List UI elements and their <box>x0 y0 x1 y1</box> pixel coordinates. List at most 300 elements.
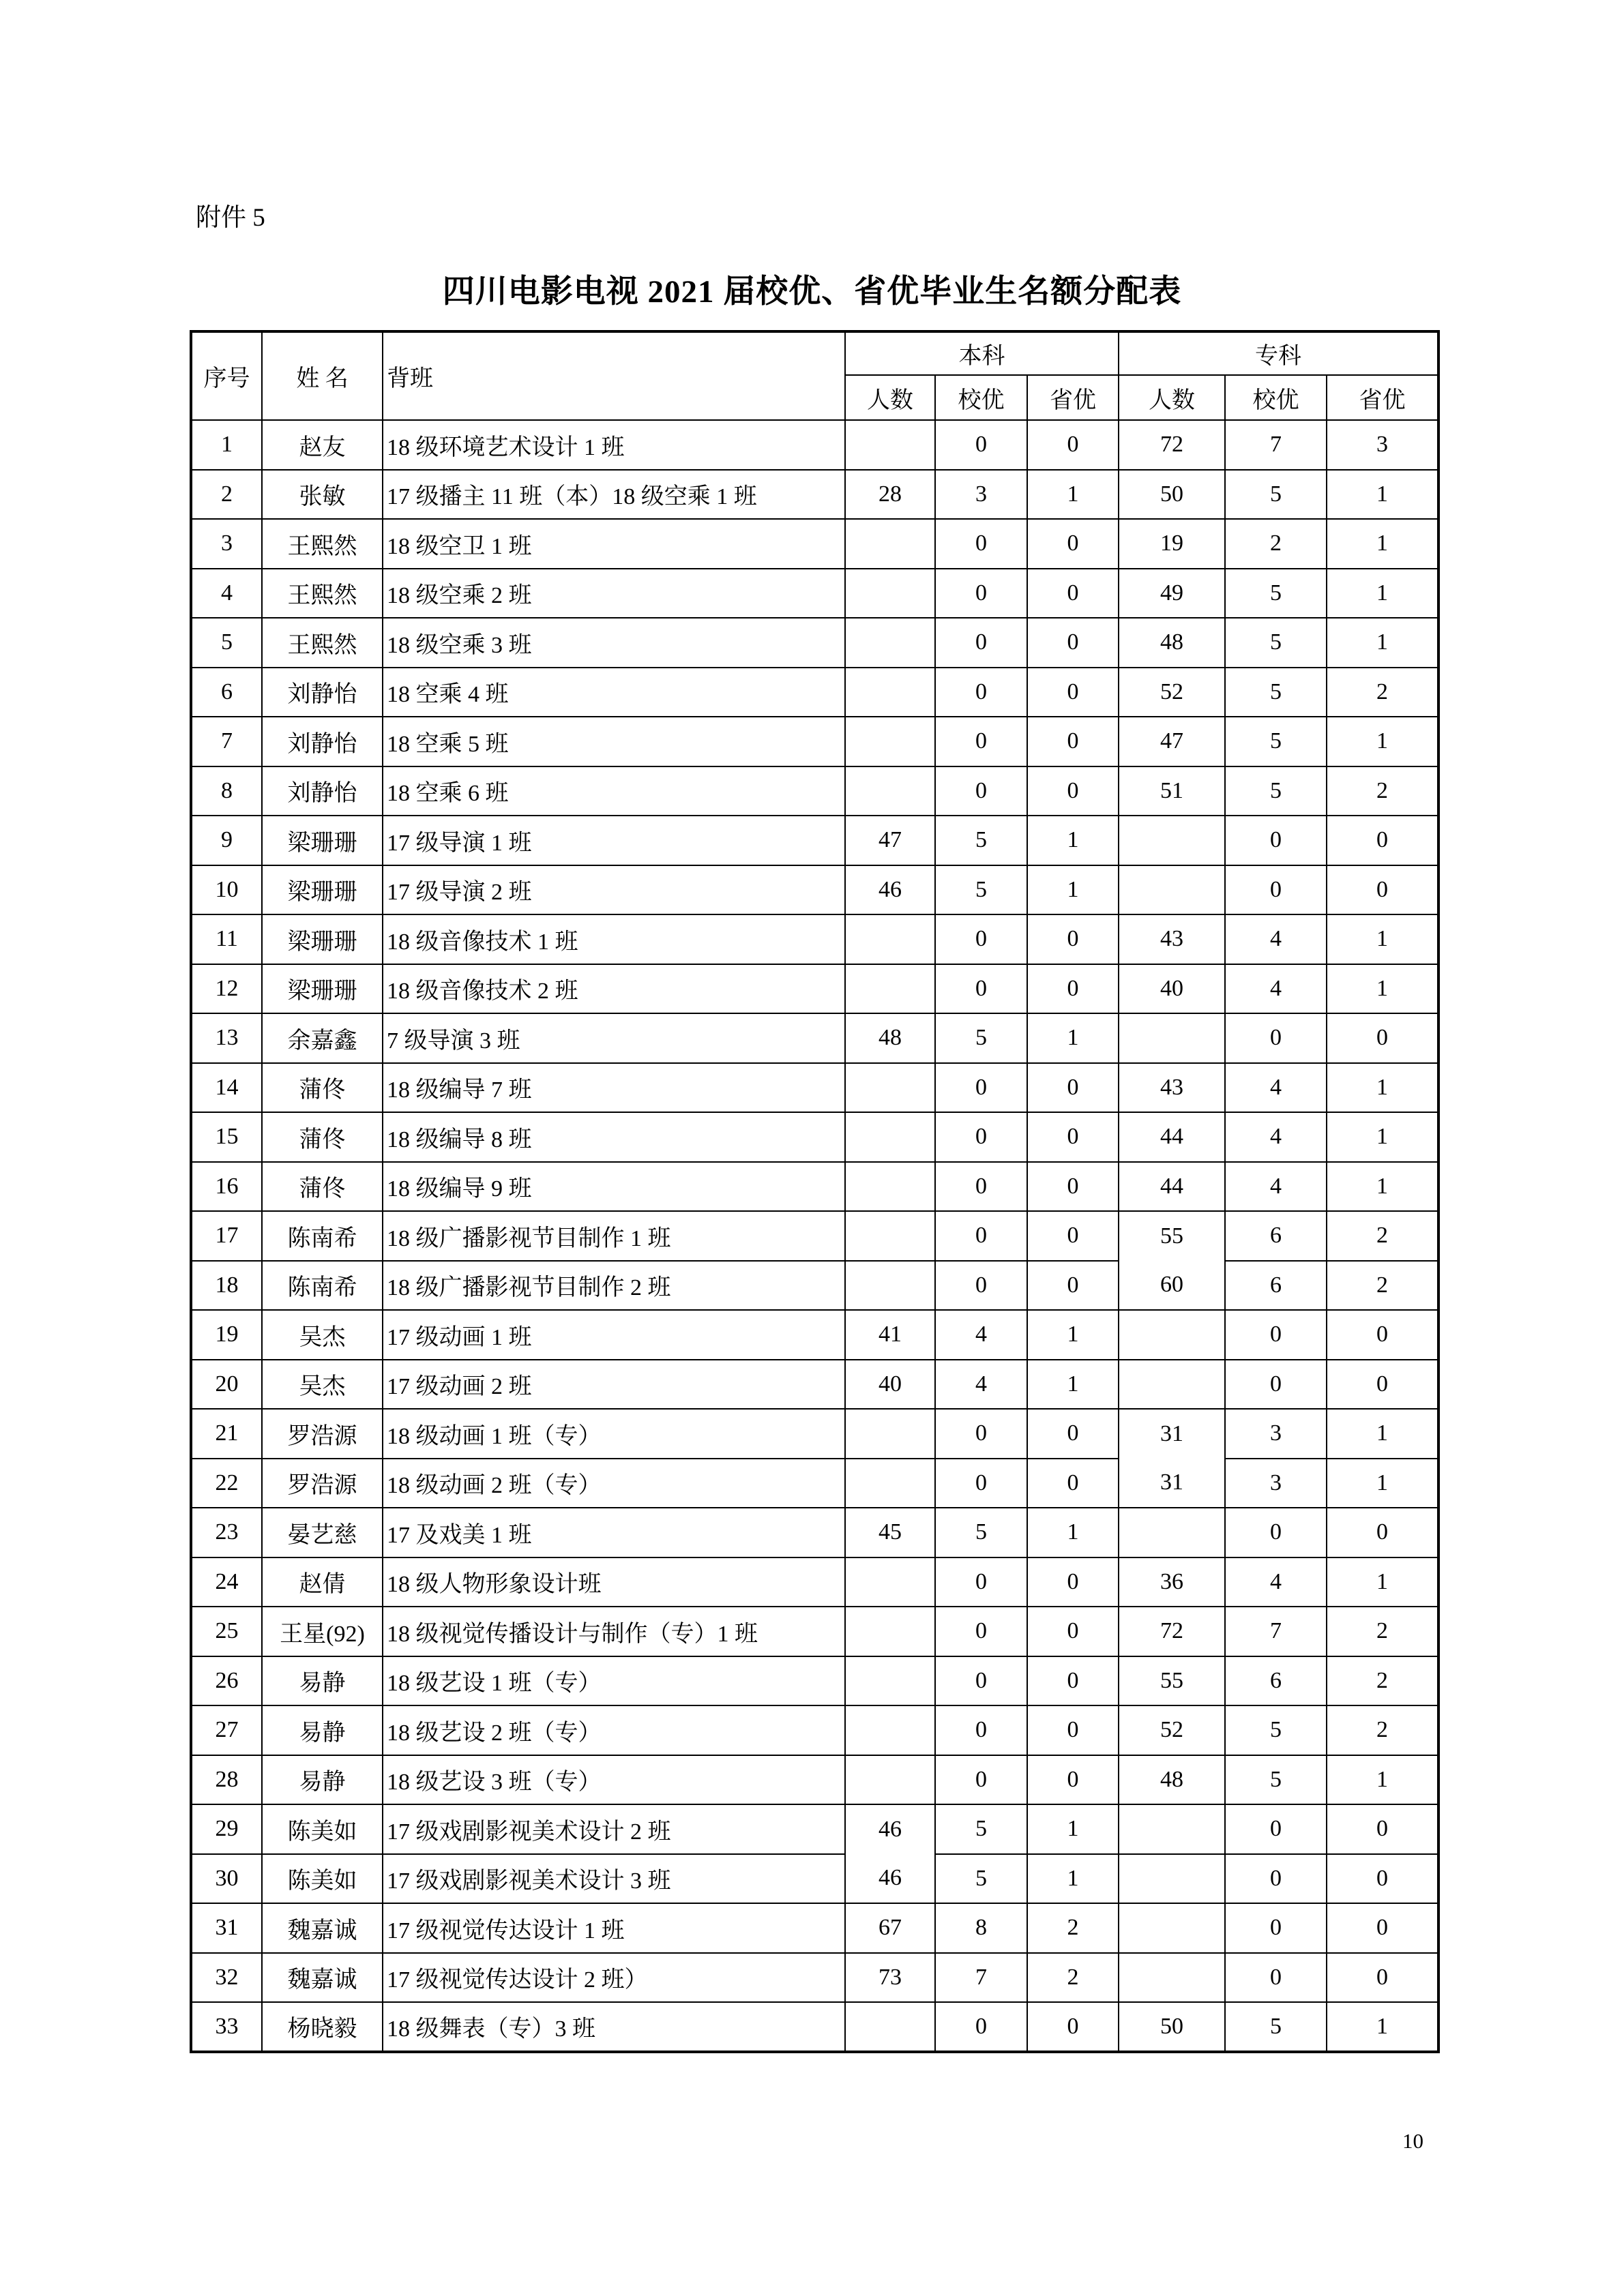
cell-zhuanke-shengyou: 1 <box>1327 1112 1438 1162</box>
cell-zhuanke-xiaoyou: 0 <box>1225 816 1327 865</box>
cell-benke-shengyou: 0 <box>1027 420 1119 470</box>
cell-class: 7 级导演 3 班 <box>383 1013 845 1063</box>
header-benke-renshu: 人数 <box>845 375 935 420</box>
cell-benke-shengyou: 0 <box>1027 1112 1119 1162</box>
cell-zhuanke-renshu: 48 <box>1119 1755 1225 1805</box>
cell-zhuanke-renshu: 55 <box>1119 1656 1225 1706</box>
header-serial: 序号 <box>191 331 262 420</box>
table-row <box>191 1557 1438 1607</box>
cell-benke-renshu: 46 <box>845 1854 935 1904</box>
cell-benke-renshu <box>845 420 935 470</box>
cell-zhuanke-renshu: 43 <box>1119 914 1225 964</box>
cell-zhuanke-xiaoyou: 5 <box>1225 1755 1327 1805</box>
cell-name: 吴杰 <box>262 1360 383 1410</box>
table-row <box>191 1211 1438 1261</box>
cell-benke-renshu <box>845 1211 935 1261</box>
cell-benke-xiaoyou: 0 <box>935 1705 1027 1755</box>
cell-benke-xiaoyou: 0 <box>935 569 1027 618</box>
cell-name: 陈南希 <box>262 1261 383 1311</box>
cell-class: 18 级空卫 1 班 <box>383 519 845 569</box>
table-row <box>191 618 1438 668</box>
cell-benke-shengyou: 1 <box>1027 1360 1119 1410</box>
cell-serial: 25 <box>191 1607 262 1656</box>
cell-benke-xiaoyou: 0 <box>935 1112 1027 1162</box>
cell-zhuanke-renshu: 60 <box>1119 1261 1225 1311</box>
cell-benke-xiaoyou: 0 <box>935 964 1027 1014</box>
cell-zhuanke-renshu: 44 <box>1119 1162 1225 1212</box>
cell-benke-shengyou: 1 <box>1027 1013 1119 1063</box>
cell-benke-renshu <box>845 618 935 668</box>
cell-zhuanke-renshu: 44 <box>1119 1112 1225 1162</box>
cell-benke-xiaoyou: 4 <box>935 1310 1027 1360</box>
cell-class: 18 空乘 6 班 <box>383 766 845 816</box>
cell-serial: 30 <box>191 1854 262 1904</box>
cell-serial: 13 <box>191 1013 262 1063</box>
cell-class: 18 级音像技术 2 班 <box>383 964 845 1014</box>
cell-class: 17 级动画 1 班 <box>383 1310 845 1360</box>
cell-zhuanke-shengyou: 0 <box>1327 1903 1438 1953</box>
quota-table <box>190 330 1440 2053</box>
cell-zhuanke-shengyou: 0 <box>1327 1804 1438 1854</box>
cell-class: 18 级艺设 2 班（专） <box>383 1705 845 1755</box>
page-title: 四川电影电视 2021 届校优、省优毕业生名额分配表 <box>442 274 1182 310</box>
table-row <box>191 816 1438 865</box>
table-row <box>191 1755 1438 1805</box>
cell-benke-shengyou: 1 <box>1027 1508 1119 1557</box>
cell-class: 18 级艺设 1 班（专） <box>383 1656 845 1706</box>
cell-serial: 4 <box>191 569 262 618</box>
cell-zhuanke-renshu: 48 <box>1119 618 1225 668</box>
table-row <box>191 1112 1438 1162</box>
table-row <box>191 1656 1438 1706</box>
cell-benke-renshu <box>845 2002 935 2052</box>
cell-benke-xiaoyou: 0 <box>935 1409 1027 1459</box>
table-row <box>191 519 1438 569</box>
cell-benke-shengyou: 1 <box>1027 816 1119 865</box>
cell-class: 17 级戏剧影视美术设计 2 班 <box>383 1804 845 1854</box>
cell-benke-shengyou: 0 <box>1027 1459 1119 1508</box>
cell-name: 刘静怡 <box>262 717 383 766</box>
cell-class: 18 级艺设 3 班（专） <box>383 1755 845 1805</box>
cell-benke-shengyou: 0 <box>1027 1261 1119 1311</box>
table-row <box>191 2002 1438 2052</box>
cell-class: 18 空乘 5 班 <box>383 717 845 766</box>
cell-class: 18 级动画 1 班（专） <box>383 1409 845 1459</box>
cell-zhuanke-renshu: 47 <box>1119 717 1225 766</box>
cell-name: 梁珊珊 <box>262 964 383 1014</box>
cell-zhuanke-shengyou: 0 <box>1327 1953 1438 2003</box>
cell-benke-renshu <box>845 668 935 717</box>
cell-benke-renshu: 40 <box>845 1360 935 1410</box>
cell-benke-xiaoyou: 0 <box>935 1656 1027 1706</box>
table-row <box>191 1705 1438 1755</box>
cell-zhuanke-xiaoyou: 5 <box>1225 618 1327 668</box>
cell-name: 陈南希 <box>262 1211 383 1261</box>
cell-class: 18 空乘 4 班 <box>383 668 845 717</box>
cell-zhuanke-shengyou: 2 <box>1327 1705 1438 1755</box>
cell-zhuanke-shengyou: 1 <box>1327 1755 1438 1805</box>
cell-zhuanke-renshu: 19 <box>1119 519 1225 569</box>
cell-benke-renshu <box>845 1607 935 1656</box>
table-row <box>191 470 1438 520</box>
table-row <box>191 766 1438 816</box>
cell-benke-renshu <box>845 1656 935 1706</box>
cell-serial: 6 <box>191 668 262 717</box>
cell-name: 罗浩源 <box>262 1459 383 1508</box>
cell-serial: 15 <box>191 1112 262 1162</box>
cell-serial: 9 <box>191 816 262 865</box>
cell-name: 刘静怡 <box>262 766 383 816</box>
cell-benke-renshu <box>845 1112 935 1162</box>
cell-benke-shengyou: 0 <box>1027 1607 1119 1656</box>
table-row <box>191 1360 1438 1410</box>
cell-class: 17 级视觉传达设计 2 班） <box>383 1953 845 2003</box>
cell-zhuanke-xiaoyou: 5 <box>1225 1705 1327 1755</box>
cell-class: 18 级空乘 2 班 <box>383 569 845 618</box>
cell-zhuanke-shengyou: 2 <box>1327 766 1438 816</box>
cell-benke-shengyou: 1 <box>1027 1854 1119 1904</box>
cell-benke-renshu <box>845 1162 935 1212</box>
cell-serial: 16 <box>191 1162 262 1212</box>
cell-benke-renshu <box>845 1409 935 1459</box>
cell-name: 梁珊珊 <box>262 865 383 915</box>
cell-benke-shengyou: 0 <box>1027 1705 1119 1755</box>
cell-serial: 7 <box>191 717 262 766</box>
table-row <box>191 1013 1438 1063</box>
cell-benke-xiaoyou: 0 <box>935 1211 1027 1261</box>
cell-zhuanke-shengyou: 0 <box>1327 1013 1438 1063</box>
cell-class: 17 级播主 11 班（本）18 级空乘 1 班 <box>383 470 845 520</box>
cell-benke-xiaoyou: 5 <box>935 816 1027 865</box>
cell-name: 罗浩源 <box>262 1409 383 1459</box>
cell-zhuanke-shengyou: 0 <box>1327 1508 1438 1557</box>
cell-benke-renshu: 48 <box>845 1013 935 1063</box>
table-row <box>191 1508 1438 1557</box>
cell-name: 赵友 <box>262 420 383 470</box>
cell-benke-xiaoyou: 7 <box>935 1953 1027 2003</box>
cell-zhuanke-xiaoyou: 0 <box>1225 1854 1327 1904</box>
cell-benke-shengyou: 1 <box>1027 865 1119 915</box>
cell-zhuanke-renshu <box>1119 1804 1225 1854</box>
cell-name: 吴杰 <box>262 1310 383 1360</box>
cell-benke-shengyou: 0 <box>1027 766 1119 816</box>
cell-zhuanke-xiaoyou: 2 <box>1225 519 1327 569</box>
cell-benke-xiaoyou: 0 <box>935 618 1027 668</box>
cell-zhuanke-shengyou: 0 <box>1327 1854 1438 1904</box>
cell-serial: 14 <box>191 1063 262 1113</box>
cell-class: 18 级音像技术 1 班 <box>383 914 845 964</box>
cell-name: 王熙然 <box>262 618 383 668</box>
cell-serial: 20 <box>191 1360 262 1410</box>
cell-serial: 29 <box>191 1804 262 1854</box>
cell-zhuanke-xiaoyou: 0 <box>1225 865 1327 915</box>
cell-benke-renshu: 46 <box>845 865 935 915</box>
cell-class: 18 级编导 9 班 <box>383 1162 845 1212</box>
cell-name: 张敏 <box>262 470 383 520</box>
table-row <box>191 1261 1438 1311</box>
cell-benke-shengyou: 1 <box>1027 470 1119 520</box>
table-row <box>191 964 1438 1014</box>
cell-benke-xiaoyou: 0 <box>935 1162 1027 1212</box>
cell-zhuanke-shengyou: 1 <box>1327 717 1438 766</box>
cell-benke-xiaoyou: 0 <box>935 668 1027 717</box>
cell-name: 蒲佟 <box>262 1063 383 1113</box>
header-zhuanke-shengyou: 省优 <box>1327 375 1438 420</box>
table-row <box>191 1162 1438 1212</box>
cell-benke-shengyou: 0 <box>1027 1063 1119 1113</box>
cell-zhuanke-renshu <box>1119 1360 1225 1410</box>
cell-zhuanke-renshu <box>1119 1013 1225 1063</box>
table-row <box>191 1459 1438 1508</box>
cell-benke-xiaoyou: 0 <box>935 2002 1027 2052</box>
cell-zhuanke-renshu: 51 <box>1119 766 1225 816</box>
cell-benke-xiaoyou: 3 <box>935 470 1027 520</box>
cell-zhuanke-renshu: 52 <box>1119 1705 1225 1755</box>
cell-serial: 12 <box>191 964 262 1014</box>
cell-benke-renshu <box>845 569 935 618</box>
cell-benke-shengyou: 0 <box>1027 914 1119 964</box>
cell-class: 18 级视觉传播设计与制作（专）1 班 <box>383 1607 845 1656</box>
cell-class: 17 及戏美 1 班 <box>383 1508 845 1557</box>
cell-benke-shengyou: 0 <box>1027 2002 1119 2052</box>
cell-name: 王熙然 <box>262 569 383 618</box>
cell-serial: 2 <box>191 470 262 520</box>
cell-zhuanke-shengyou: 2 <box>1327 1656 1438 1706</box>
cell-serial: 5 <box>191 618 262 668</box>
cell-benke-xiaoyou: 4 <box>935 1360 1027 1410</box>
cell-serial: 33 <box>191 2002 262 2052</box>
cell-benke-renshu <box>845 964 935 1014</box>
cell-benke-shengyou: 1 <box>1027 1804 1119 1854</box>
cell-zhuanke-shengyou: 0 <box>1327 1360 1438 1410</box>
cell-zhuanke-renshu: 40 <box>1119 964 1225 1014</box>
attachment-label: 附件 5 <box>196 204 265 232</box>
cell-zhuanke-shengyou: 1 <box>1327 1162 1438 1212</box>
cell-zhuanke-shengyou: 0 <box>1327 816 1438 865</box>
cell-zhuanke-renshu: 31 <box>1119 1459 1225 1508</box>
cell-benke-xiaoyou: 0 <box>935 914 1027 964</box>
cell-name: 易静 <box>262 1705 383 1755</box>
cell-benke-shengyou: 0 <box>1027 1557 1119 1607</box>
cell-serial: 32 <box>191 1953 262 2003</box>
cell-benke-xiaoyou: 0 <box>935 420 1027 470</box>
header-group-zhuanke: 专科 <box>1119 331 1438 375</box>
cell-zhuanke-shengyou: 1 <box>1327 2002 1438 2052</box>
cell-zhuanke-xiaoyou: 4 <box>1225 914 1327 964</box>
header-name: 姓 名 <box>262 331 383 420</box>
cell-benke-xiaoyou: 0 <box>935 1261 1027 1311</box>
table-row <box>191 1903 1438 1953</box>
cell-benke-shengyou: 0 <box>1027 1162 1119 1212</box>
cell-zhuanke-xiaoyou: 0 <box>1225 1013 1327 1063</box>
cell-zhuanke-xiaoyou: 0 <box>1225 1953 1327 2003</box>
cell-zhuanke-xiaoyou: 5 <box>1225 470 1327 520</box>
cell-benke-renshu: 28 <box>845 470 935 520</box>
cell-zhuanke-shengyou: 1 <box>1327 569 1438 618</box>
cell-class: 18 级编导 8 班 <box>383 1112 845 1162</box>
header-class: 背班 <box>383 331 845 420</box>
cell-zhuanke-xiaoyou: 3 <box>1225 1409 1327 1459</box>
cell-benke-shengyou: 0 <box>1027 1656 1119 1706</box>
cell-serial: 10 <box>191 865 262 915</box>
cell-zhuanke-xiaoyou: 0 <box>1225 1508 1327 1557</box>
cell-zhuanke-renshu: 43 <box>1119 1063 1225 1113</box>
cell-benke-shengyou: 0 <box>1027 717 1119 766</box>
cell-benke-renshu <box>845 1063 935 1113</box>
cell-serial: 22 <box>191 1459 262 1508</box>
cell-name: 梁珊珊 <box>262 816 383 865</box>
cell-benke-shengyou: 1 <box>1027 1310 1119 1360</box>
cell-zhuanke-shengyou: 1 <box>1327 1459 1438 1508</box>
cell-serial: 3 <box>191 519 262 569</box>
cell-name: 魏嘉诚 <box>262 1903 383 1953</box>
cell-benke-shengyou: 0 <box>1027 618 1119 668</box>
cell-class: 18 级编导 7 班 <box>383 1063 845 1113</box>
cell-serial: 28 <box>191 1755 262 1805</box>
cell-benke-shengyou: 0 <box>1027 964 1119 1014</box>
cell-zhuanke-shengyou: 1 <box>1327 519 1438 569</box>
cell-name: 魏嘉诚 <box>262 1953 383 2003</box>
cell-zhuanke-shengyou: 1 <box>1327 618 1438 668</box>
cell-serial: 27 <box>191 1705 262 1755</box>
cell-benke-renshu: 47 <box>845 816 935 865</box>
cell-benke-renshu: 67 <box>845 1903 935 1953</box>
cell-zhuanke-xiaoyou: 0 <box>1225 1903 1327 1953</box>
cell-zhuanke-xiaoyou: 4 <box>1225 1063 1327 1113</box>
cell-zhuanke-shengyou: 1 <box>1327 964 1438 1014</box>
cell-benke-xiaoyou: 8 <box>935 1903 1027 1953</box>
cell-zhuanke-shengyou: 0 <box>1327 865 1438 915</box>
cell-zhuanke-xiaoyou: 7 <box>1225 420 1327 470</box>
cell-zhuanke-renshu <box>1119 1310 1225 1360</box>
cell-benke-xiaoyou: 0 <box>935 519 1027 569</box>
cell-zhuanke-renshu <box>1119 1953 1225 2003</box>
cell-zhuanke-xiaoyou: 0 <box>1225 1310 1327 1360</box>
cell-zhuanke-renshu: 31 <box>1119 1409 1225 1459</box>
cell-class: 18 级环境艺术设计 1 班 <box>383 420 845 470</box>
cell-class: 18 级人物形象设计班 <box>383 1557 845 1607</box>
cell-zhuanke-renshu: 36 <box>1119 1557 1225 1607</box>
cell-benke-renshu <box>845 519 935 569</box>
cell-name: 余嘉鑫 <box>262 1013 383 1063</box>
cell-class: 18 级广播影视节目制作 1 班 <box>383 1211 845 1261</box>
cell-zhuanke-xiaoyou: 5 <box>1225 668 1327 717</box>
cell-benke-shengyou: 0 <box>1027 1409 1119 1459</box>
cell-zhuanke-renshu <box>1119 1854 1225 1904</box>
cell-name: 梁珊珊 <box>262 914 383 964</box>
cell-serial: 23 <box>191 1508 262 1557</box>
cell-zhuanke-shengyou: 0 <box>1327 1310 1438 1360</box>
cell-name: 易静 <box>262 1656 383 1706</box>
cell-benke-renshu <box>845 1755 935 1805</box>
cell-zhuanke-shengyou: 2 <box>1327 1607 1438 1656</box>
cell-zhuanke-renshu: 72 <box>1119 420 1225 470</box>
cell-name: 陈美如 <box>262 1804 383 1854</box>
cell-serial: 8 <box>191 766 262 816</box>
cell-name: 蒲佟 <box>262 1162 383 1212</box>
cell-zhuanke-shengyou: 1 <box>1327 470 1438 520</box>
cell-benke-renshu <box>845 1557 935 1607</box>
cell-serial: 11 <box>191 914 262 964</box>
cell-zhuanke-renshu: 52 <box>1119 668 1225 717</box>
cell-benke-xiaoyou: 0 <box>935 1607 1027 1656</box>
cell-zhuanke-xiaoyou: 5 <box>1225 569 1327 618</box>
cell-zhuanke-renshu <box>1119 1903 1225 1953</box>
header-group-benke: 本科 <box>845 331 1119 375</box>
cell-serial: 17 <box>191 1211 262 1261</box>
cell-zhuanke-xiaoyou: 5 <box>1225 2002 1327 2052</box>
cell-benke-shengyou: 0 <box>1027 1211 1119 1261</box>
header-zhuanke-xiaoyou: 校优 <box>1225 375 1327 420</box>
cell-zhuanke-shengyou: 1 <box>1327 914 1438 964</box>
cell-name: 赵倩 <box>262 1557 383 1607</box>
cell-benke-renshu: 46 <box>845 1804 935 1854</box>
cell-zhuanke-xiaoyou: 3 <box>1225 1459 1327 1508</box>
cell-zhuanke-shengyou: 2 <box>1327 668 1438 717</box>
table-row <box>191 1854 1438 1904</box>
cell-class: 17 级视觉传达设计 1 班 <box>383 1903 845 1953</box>
cell-serial: 21 <box>191 1409 262 1459</box>
cell-serial: 18 <box>191 1261 262 1311</box>
table-row <box>191 1804 1438 1854</box>
cell-benke-renshu <box>845 914 935 964</box>
cell-zhuanke-shengyou: 2 <box>1327 1211 1438 1261</box>
cell-serial: 31 <box>191 1903 262 1953</box>
cell-class: 17 级动画 2 班 <box>383 1360 845 1410</box>
page-number: 10 <box>1402 2129 1423 2153</box>
cell-benke-xiaoyou: 5 <box>935 1508 1027 1557</box>
cell-benke-xiaoyou: 5 <box>935 1854 1027 1904</box>
cell-zhuanke-xiaoyou: 5 <box>1225 766 1327 816</box>
table-row <box>191 1409 1438 1459</box>
cell-zhuanke-renshu <box>1119 816 1225 865</box>
cell-name: 杨晓毅 <box>262 2002 383 2052</box>
table-row <box>191 717 1438 766</box>
cell-serial: 24 <box>191 1557 262 1607</box>
cell-benke-xiaoyou: 0 <box>935 1557 1027 1607</box>
table-row <box>191 1310 1438 1360</box>
cell-benke-shengyou: 0 <box>1027 668 1119 717</box>
cell-benke-renshu <box>845 1459 935 1508</box>
cell-class: 18 级舞表（专）3 班 <box>383 2002 845 2052</box>
cell-zhuanke-shengyou: 1 <box>1327 1557 1438 1607</box>
cell-zhuanke-renshu: 50 <box>1119 470 1225 520</box>
cell-name: 易静 <box>262 1755 383 1805</box>
cell-zhuanke-shengyou: 1 <box>1327 1063 1438 1113</box>
cell-zhuanke-renshu: 49 <box>1119 569 1225 618</box>
cell-zhuanke-xiaoyou: 4 <box>1225 1162 1327 1212</box>
cell-name: 陈美如 <box>262 1854 383 1904</box>
header-zhuanke-renshu: 人数 <box>1119 375 1225 420</box>
cell-class: 18 级空乘 3 班 <box>383 618 845 668</box>
cell-benke-renshu: 41 <box>845 1310 935 1360</box>
table-row <box>191 865 1438 915</box>
cell-benke-xiaoyou: 0 <box>935 1459 1027 1508</box>
table-row <box>191 1953 1438 2003</box>
cell-zhuanke-xiaoyou: 5 <box>1225 717 1327 766</box>
cell-zhuanke-xiaoyou: 0 <box>1225 1360 1327 1410</box>
table-row <box>191 668 1438 717</box>
cell-benke-shengyou: 2 <box>1027 1953 1119 2003</box>
cell-benke-renshu <box>845 717 935 766</box>
cell-benke-xiaoyou: 0 <box>935 717 1027 766</box>
cell-class: 17 级导演 1 班 <box>383 816 845 865</box>
cell-class: 18 级广播影视节目制作 2 班 <box>383 1261 845 1311</box>
cell-benke-renshu: 73 <box>845 1953 935 2003</box>
cell-zhuanke-xiaoyou: 6 <box>1225 1656 1327 1706</box>
cell-benke-shengyou: 0 <box>1027 519 1119 569</box>
cell-benke-shengyou: 0 <box>1027 569 1119 618</box>
